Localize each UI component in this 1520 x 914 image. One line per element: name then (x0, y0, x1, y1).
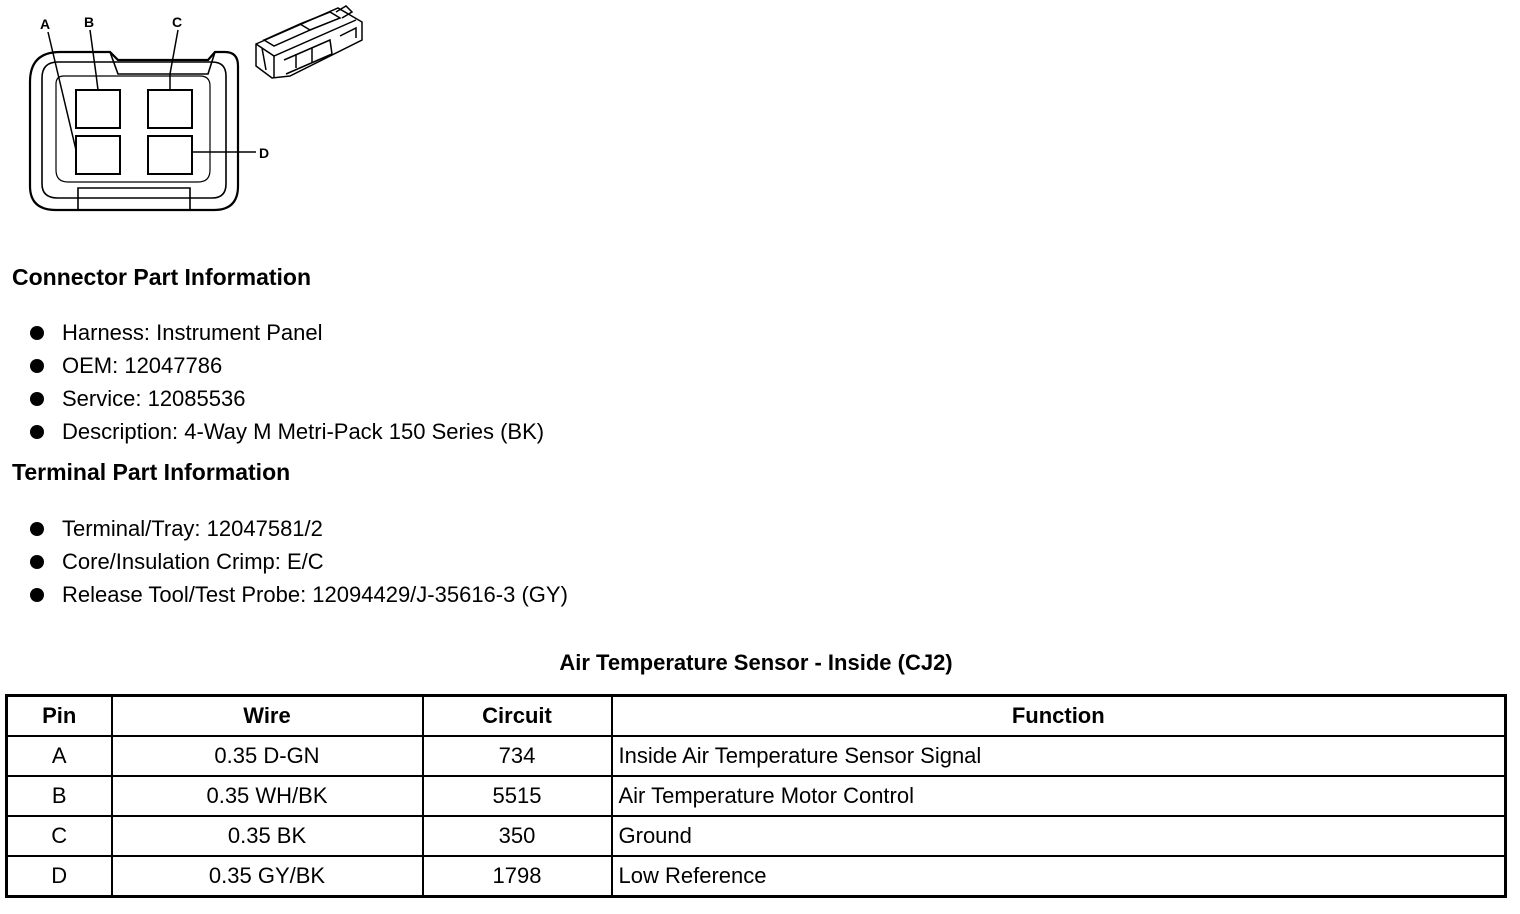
list-item (28, 545, 568, 578)
cell-pin: B (7, 776, 112, 816)
cell-wire: 0.35 WH/BK (112, 776, 423, 816)
pin-cavity-a (76, 136, 120, 174)
cell-circuit: 350 (423, 816, 612, 856)
pin-label-c: C (172, 14, 183, 30)
cell-circuit: 1798 (423, 856, 612, 897)
bullet-icon (30, 588, 44, 602)
bullet-icon (30, 522, 44, 536)
cell-pin: D (7, 856, 112, 897)
column-header-circuit: Circuit (423, 696, 612, 737)
column-header-pin: Pin (7, 696, 112, 737)
leader-line-b (90, 30, 98, 90)
bullet-icon (30, 555, 44, 569)
cell-pin: A (7, 736, 112, 776)
list-item (28, 578, 568, 611)
connector-latch (110, 52, 215, 74)
connector-part-list (28, 316, 544, 448)
column-header-wire: Wire (112, 696, 423, 737)
pin-cavity-c (148, 90, 192, 128)
cell-wire: 0.35 GY/BK (112, 856, 423, 897)
cell-pin: C (7, 816, 112, 856)
table-row (7, 856, 1506, 897)
table-title: Air Temperature Sensor - Inside (CJ2) (559, 650, 953, 675)
cell-wire: 0.35 BK (112, 816, 423, 856)
leader-line-a (48, 32, 76, 150)
terminal-part-heading: Terminal Part Information (12, 459, 291, 485)
pin-label-d: D (259, 145, 270, 161)
list-item (28, 382, 544, 415)
connector-part-heading: Connector Part Information (12, 264, 312, 290)
table-row (7, 776, 1506, 816)
list-item (28, 512, 568, 545)
table-header-row (7, 696, 1506, 737)
list-item (28, 415, 544, 448)
bullet-icon (30, 326, 44, 340)
pin-cavity-d (148, 136, 192, 174)
list-item-text: Release Tool/Test Probe: 12094429/J-35616-3 (GY) (62, 582, 568, 607)
pin-label-a: A (40, 16, 51, 32)
connector-key (78, 188, 190, 210)
cell-function: Ground (612, 816, 1506, 856)
pin-label-b: B (84, 14, 95, 30)
cell-circuit: 734 (423, 736, 612, 776)
bullet-icon (30, 392, 44, 406)
connector-housing-inner (42, 62, 226, 198)
pinout-table (5, 694, 1507, 898)
cell-circuit: 5515 (423, 776, 612, 816)
terminal-part-list (28, 512, 568, 611)
list-item (28, 316, 544, 349)
table-row (7, 816, 1506, 856)
list-item (28, 349, 544, 382)
bullet-icon (30, 425, 44, 439)
pin-cavity-b (76, 90, 120, 128)
bullet-icon (30, 359, 44, 373)
column-header-function: Function (612, 696, 1506, 737)
list-item-text: Description: 4-Way M Metri-Pack 150 Series (BK) (62, 419, 545, 444)
cell-function: Inside Air Temperature Sensor Signal (612, 736, 1506, 776)
cell-function: Air Temperature Motor Control (612, 776, 1506, 816)
table-row (7, 736, 1506, 776)
list-item-text: Core/Insulation Crimp: E/C (62, 549, 324, 574)
list-item-text: Harness: Instrument Panel (62, 320, 323, 345)
list-item-text: OEM: 12047786 (62, 353, 223, 378)
connector-diagram (0, 0, 380, 230)
list-item-text: Service: 12085536 (62, 386, 246, 411)
list-item-text: Terminal/Tray: 12047581/2 (62, 516, 323, 541)
connector-3d-illustration (256, 6, 362, 78)
cell-wire: 0.35 D-GN (112, 736, 423, 776)
cell-function: Low Reference (612, 856, 1506, 897)
